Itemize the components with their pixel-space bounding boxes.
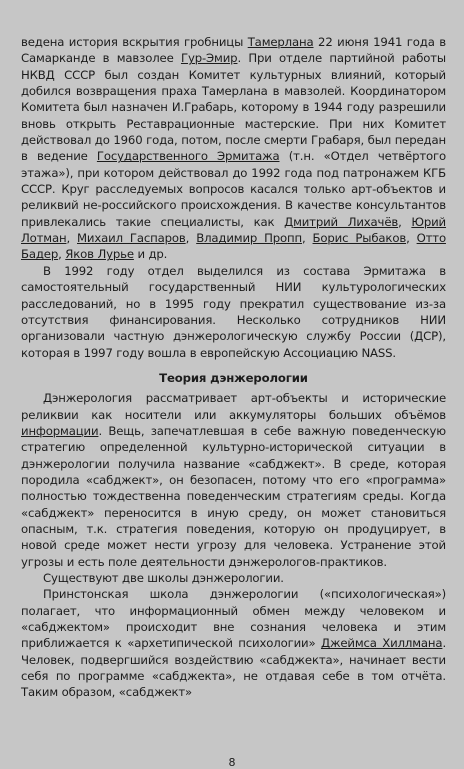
link-hermitage[interactable]: Государственного Эрмитажа bbox=[96, 149, 280, 164]
section-heading: Теория дэнжерологии bbox=[159, 370, 308, 385]
text-segment: , bbox=[302, 231, 313, 246]
paragraph-two-schools: Существуют две школы дэнжерологии. bbox=[43, 571, 284, 585]
link-likhachev[interactable]: Дмитрий Лихачёв bbox=[284, 214, 399, 229]
link-gur-emir[interactable]: Гур-Эмир bbox=[180, 51, 238, 66]
link-gasparov[interactable]: Михаил Гаспаров bbox=[77, 231, 186, 246]
text-segment: ведена история вскрытия гробницы bbox=[21, 35, 248, 49]
link-propp[interactable]: Владимир Пропп bbox=[196, 231, 303, 246]
text-segment: и др. bbox=[133, 247, 168, 262]
text-segment: . Вещь, запечатлевшая в себе важную поведенческую стратегию определенной культурно-исторической ситуации в дэнжерологии получила название «сабджект». В среде, которая породила «сабджект», он безопасен, потому что его «программа» полностью тождественна поведенческим стратегиям среды. Когда «сабджект» переносится в иную среду, он может становиться опасным, т.к. стратегия поведения, которую он продуцирует, в новой среде может нести угрозу для человека. Устранение этой угрозы и есть поле деятельности дэнжерологов-практиков. bbox=[21, 423, 446, 569]
link-information[interactable]: информации bbox=[21, 423, 99, 438]
page-number: 8 bbox=[228, 756, 236, 769]
text-segment: (т.н. «Отдел четвёртого этажа»), при котором действовал до 1992 года под патронажем КГБ СССР. Круг расследуемых вопросов касался только арт-объектов и реликвий не-российского происхождения. В качестве консультантов привлекались такие специалисты, как bbox=[21, 149, 446, 229]
link-tamerlane[interactable]: Тамерлана bbox=[247, 35, 314, 49]
text-segment: . Человек, подвергшийся воздействию «сабджекта», начинает вести себя по программе «сабджекта», не отдавая себе в том отчёта. Таким образом, «сабджект» bbox=[21, 636, 447, 700]
link-lotman[interactable]: Юрий Лотман bbox=[21, 214, 447, 246]
paragraph-history bbox=[21, 34, 446, 263]
paragraph-princeton bbox=[21, 586, 446, 700]
text-segment: , bbox=[406, 231, 417, 246]
link-bader[interactable]: Отто Бадер bbox=[21, 231, 446, 262]
text-segment: , bbox=[66, 231, 77, 246]
text-segment: , bbox=[398, 214, 412, 229]
text-segment: , bbox=[185, 231, 197, 246]
link-rybakov[interactable]: Борис Рыбаков bbox=[312, 231, 407, 246]
link-hillman[interactable]: Джеймса Хиллмана bbox=[320, 636, 443, 651]
link-lurie[interactable]: Яков Лурье bbox=[65, 247, 134, 262]
paragraph-1992: В 1992 году отдел выделился из состава Эрмитажа в самостоятельный государственный НИИ культурологических расследований, но в 1995 году прекратил существование из-за отсутствия финансирования. Несколько сотрудников НИИ организовали частную дэнжерологическую службу России (ДСР), которая в 1997 году вошла в европейскую Ассоциацию NASS. bbox=[21, 263, 446, 360]
text-segment: Дэнжерология рассматривает арт-объекты и исторические реликвии как носители или аккумуляторы больших объёмов bbox=[21, 391, 446, 422]
text-segment: . При отделе партийной работы НКВД СССР был создан Комитет культурных влияний, который добился возвращения праха Тамерлана в мавзолей. Координатором Комитета был назначен И.Грабарь, которому в 1944 году разрешили вновь открыть Реставрационные мастерские. При них Комитет действовал до 1960 года, потом, после смерти Грабаря, был передан в ведение bbox=[21, 51, 447, 164]
text-segment: 22 июня 1941 года в Самарканде в мавзолее bbox=[21, 35, 446, 66]
text-segment: Принстонская школа дэнжерологии («психологическая») полагает, что информационный обмен между человеком и «сабджектом» происходит вне сознания человека и этим приближается к «архетипической психологии» bbox=[21, 587, 446, 651]
paragraph-theory bbox=[21, 390, 446, 570]
text-segment: , bbox=[58, 247, 66, 262]
